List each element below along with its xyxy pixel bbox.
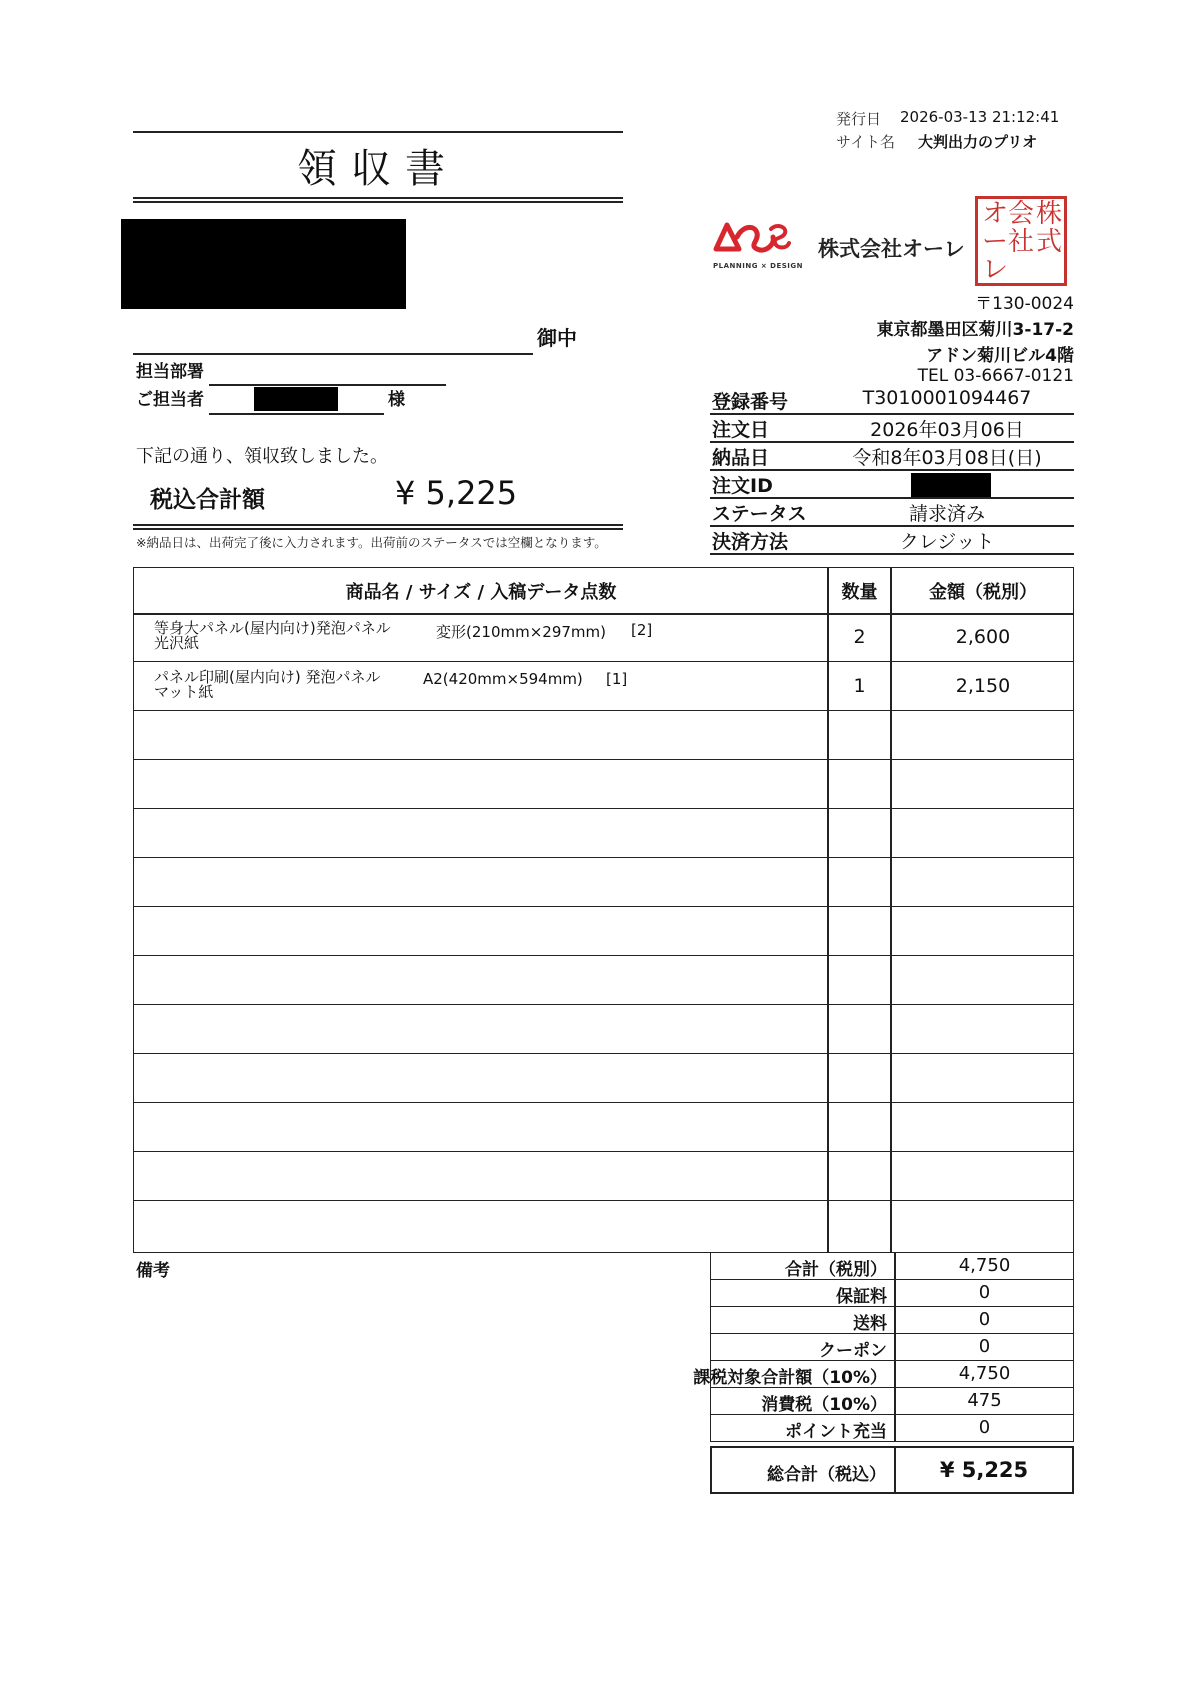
- info-label: 注文日: [712, 419, 770, 441]
- company-address-line2: アドン菊川ビル4階: [926, 346, 1074, 366]
- redacted-order-id: [911, 473, 991, 497]
- info-label: 決済方法: [712, 531, 789, 553]
- totals-label: 保証料: [836, 1287, 887, 1307]
- table-row-empty: [134, 907, 1073, 956]
- totals-value: 4,750: [958, 1255, 1011, 1276]
- company-zip: 〒130-0024: [975, 294, 1074, 314]
- delivery-note: ※納品日は、出荷完了後に入力されます。出荷前のステータスでは空欄となります。: [136, 535, 607, 550]
- totals-label: 送料: [853, 1314, 887, 1334]
- header-amount: 金額（税別）: [929, 582, 1037, 603]
- table-row-empty: [134, 1201, 1073, 1250]
- info-row-order-id: [710, 471, 1074, 499]
- person-suffix: 様: [388, 390, 405, 410]
- item-amount: 2,150: [955, 675, 1011, 697]
- info-label: ステータス: [712, 503, 807, 525]
- totals-row: [710, 1334, 1074, 1361]
- table-row-empty: [134, 1152, 1073, 1201]
- totals-row: [710, 1307, 1074, 1334]
- item-name-line1: パネル印刷(屋内向け) 発泡パネル: [154, 668, 381, 686]
- company-address-line1: 東京都墨田区菊川3-17-2: [876, 320, 1074, 340]
- title-rule-top: [133, 131, 623, 133]
- total-rule-2: [133, 528, 623, 530]
- item-name: [154, 670, 380, 700]
- info-value: 令和8年03月08日(日): [852, 447, 1042, 469]
- seal-char: 式: [1036, 227, 1063, 257]
- header-qty: 数量: [841, 582, 878, 603]
- totals-row: [710, 1253, 1074, 1280]
- totals-row: [710, 1415, 1074, 1442]
- company-tel: TEL 03-6667-0121: [917, 366, 1074, 386]
- item-name-line1: 等身大パネル(屋内向け)発泡パネル: [154, 619, 391, 637]
- table-row-empty: [134, 858, 1073, 907]
- company-logo-icon: [713, 219, 791, 259]
- table-row: [134, 613, 1073, 662]
- item-data-count: [2]: [631, 621, 653, 639]
- totals-label: ポイント充当: [785, 1422, 887, 1442]
- grand-total-label: 総合計（税込）: [767, 1465, 886, 1485]
- table-row-empty: [134, 956, 1073, 1005]
- totals-value: 0: [978, 1282, 991, 1303]
- item-name-line2: 光沢紙: [154, 634, 200, 652]
- seal-char: 社: [1008, 227, 1035, 257]
- total-label: 税込合計額: [150, 487, 265, 513]
- company-seal-stamp: [975, 196, 1067, 286]
- info-value: T3010001094467: [862, 387, 1032, 409]
- seal-char: 会: [1008, 199, 1035, 229]
- info-value: 請求済み: [908, 503, 985, 525]
- header-item: 商品名 / サイズ / 入稿データ点数: [345, 582, 617, 603]
- redacted-person-name: [254, 387, 338, 411]
- totals-label: クーポン: [819, 1341, 887, 1361]
- item-qty: 1: [853, 675, 866, 697]
- company-name: 株式会社オーレ: [818, 237, 965, 261]
- remarks-label: 備考: [136, 1261, 170, 1281]
- table-row-empty: [134, 1054, 1073, 1103]
- item-size: A2(420mm×594mm): [423, 670, 583, 688]
- table-header: [134, 568, 1073, 615]
- totals-row: [710, 1280, 1074, 1307]
- info-label: 登録番号: [712, 391, 789, 413]
- total-value: ¥ 5,225: [395, 474, 518, 512]
- seal-char: ー: [982, 227, 1009, 257]
- table-row-empty: [134, 809, 1073, 858]
- table-row-empty: [134, 711, 1073, 760]
- recipient-suffix: 御中: [537, 326, 577, 350]
- info-row-registration: [710, 387, 1074, 415]
- table-row-empty: [134, 760, 1073, 809]
- totals-row: [693, 1361, 1074, 1388]
- grand-total-box: [710, 1446, 1074, 1494]
- info-row-payment: [710, 527, 1074, 555]
- info-row-delivery-date: [710, 443, 1074, 471]
- totals-value: 475: [967, 1390, 1002, 1411]
- seal-char: 株: [1036, 199, 1063, 229]
- table-row-empty: [134, 1103, 1073, 1152]
- issue-date-value: 2026-03-13 21:12:41: [900, 108, 1060, 126]
- info-row-order-date: [710, 415, 1074, 443]
- info-value: クレジット: [899, 531, 995, 553]
- info-row-status: [710, 499, 1074, 527]
- totals-row: [710, 1388, 1074, 1415]
- totals-label: 消費税（10%）: [761, 1395, 887, 1415]
- item-size: 変形(210mm×297mm): [436, 623, 606, 641]
- site-name-label: サイト名: [836, 133, 895, 151]
- item-name-line2: マット紙: [154, 683, 214, 701]
- totals-value: 0: [978, 1417, 991, 1438]
- items-table: [133, 567, 1074, 1253]
- item-data-count: [1]: [606, 670, 628, 688]
- dept-underline: [209, 384, 446, 386]
- seal-char: オ: [982, 199, 1009, 229]
- totals-label: 課税対象合計額（10%）: [693, 1368, 887, 1388]
- seal-char: レ: [982, 255, 1009, 285]
- person-underline: [209, 413, 384, 415]
- title-rule-bottom-2: [133, 201, 623, 203]
- title-rule-bottom-1: [133, 197, 623, 199]
- item-amount: 2,600: [955, 626, 1011, 648]
- item-qty: 2: [853, 626, 866, 648]
- person-label: ご担当者: [136, 390, 204, 410]
- table-row-empty: [134, 1005, 1073, 1054]
- redacted-recipient-name: [121, 219, 406, 309]
- totals-value: 4,750: [958, 1363, 1011, 1384]
- grand-total-value: ¥ 5,225: [939, 1458, 1029, 1482]
- page-title: 領収書: [297, 146, 459, 192]
- totals-label: 合計（税別）: [785, 1260, 887, 1280]
- receipt-text: 下記の通り、領収致しました。: [136, 446, 388, 467]
- logo-caption: PLANNING × DESIGN: [713, 262, 804, 270]
- item-name: [154, 621, 391, 651]
- info-value: 2026年03月06日: [870, 419, 1024, 441]
- totals-value: 0: [978, 1309, 991, 1330]
- totals-value: 0: [978, 1336, 991, 1357]
- recipient-underline: [133, 353, 533, 355]
- issue-date-label: 発行日: [836, 110, 882, 128]
- dept-label: 担当部署: [136, 362, 204, 382]
- site-name-value: 大判出力のプリオ: [918, 133, 1038, 151]
- info-label: 納品日: [712, 447, 770, 469]
- info-label: 注文ID: [712, 475, 773, 497]
- total-rule-1: [133, 524, 623, 526]
- table-row: [134, 662, 1073, 711]
